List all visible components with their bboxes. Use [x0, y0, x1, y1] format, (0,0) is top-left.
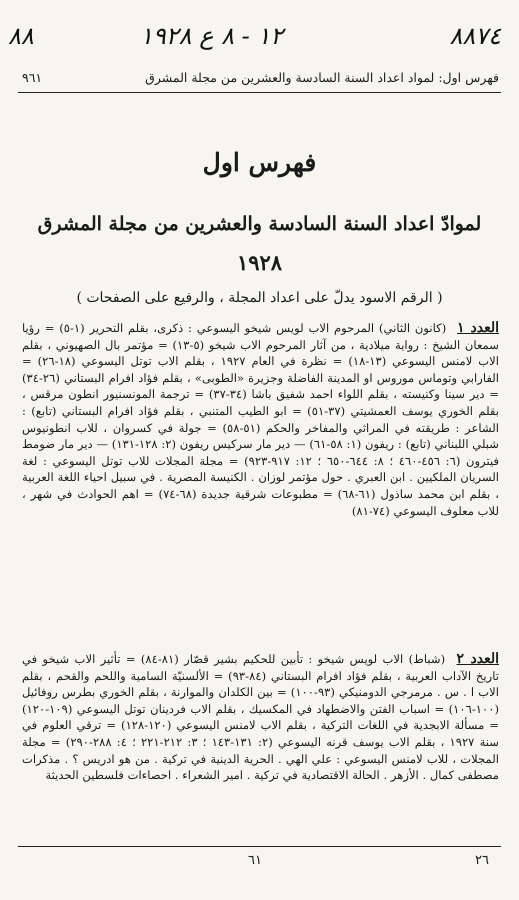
- running-header-title: فهرس اول: لمواد اعداد السنة السادسة والعشرين من مجلة المشرق: [145, 70, 499, 85]
- issue-entry: [22, 651, 499, 841]
- index-note: ( الرقم الاسود يدلّ على اعداد المجلة ، والرفيع على الصفحات ): [76, 290, 443, 306]
- footer-rule: [18, 846, 501, 847]
- footer-page-number-left: ٦١: [248, 853, 262, 868]
- issue-entry: [22, 320, 499, 642]
- footer-page-number-right: ٢٦: [475, 853, 489, 868]
- index-title: فهرس اول: [202, 148, 317, 177]
- running-header: [22, 70, 499, 85]
- handwritten-number: ٨٨٧٤: [449, 22, 501, 50]
- handwritten-date: ١٢ - ٨ ع ١٩٢٨: [140, 22, 284, 50]
- issue-label: العدد ١: [457, 320, 499, 336]
- issue-label: العدد ٢: [456, 651, 499, 667]
- issue-text: (شباط) الاب لويس شيخو : تأبين للحكيم بشير قصّار (٨١-٨٤) = تأثير الاب شيخو في تاريخ الآداب العربية ، بقلم فؤاد افرام البستاني (٨٤-٩٣) = الألسنيّة السامية واللحم والقحم ، بقلم الاب ا . س . مرمرجي الدومنيكي (٩٣-١٠٠) = بين الكلدان والموارنة ، بقلم الخوري بطرس روفائيل (١٠٠-١٠٦) = اسباب الفتن والاضطهاد في المكسيك ، بقلم الاب فردينان توتل اليسوعي (١٠٩-١٢٠) = مسألة الابجدية في اللغات التركية ، بقلم الاب لامنس اليسوعي (١٢٠-١٢٨) = ترقي العلوم في سنة ١٩٢٧ ، بقلم الاب يوسف قرنه اليسوعي (٢: ١٣١-١٤٣ ؛ ٣: ٢١٢-٢٢١ ؛ ٤: ٢٨٨-٢٩٠) = مجلة المجلات ، للاب لامنس اليسوعي : علي الهي . الحرية الدينية في تركية . من هو ادريس ؟ . مذكرات مصطفى كمال . الأزهر . الحالة الاقتصادية في تركية . امير الشعراء . احصاءات فلسطين الحديثة: [22, 652, 499, 783]
- running-header-page: ٩٦١: [22, 70, 43, 85]
- handwritten-note-left: ٨٨: [8, 22, 34, 50]
- index-subtitle: لموادّ اعداد السنة السادسة والعشرين من مجلة المشرق: [37, 213, 482, 235]
- index-year: ١٩٢٨: [236, 250, 283, 275]
- issue-text: (كانون الثاني) المرحوم الاب لويس شيخو اليسوعي : ذكرى، بقلم التحرير (١-٥) = رؤيا سمعان الشيخ : رواية ميلادية ، من آثار المرحوم الاب شيخو (٥-١٣) = مؤتمر بال الصهيوني ، بقلم الاب لامنس اليسوعي (١٣-١٨) = نظرة في العام ١٩٢٧ ، بقلم الاب توتل اليسوعي (١٨-٢٦) = الفارابي وتوماس موروس او المدينة الفاضلة وجزيرة «الطوبى» ، بقلم فؤاد افرام البستاني (٢٦-٣٤) = دير سينا وكنيسته ، بقلم اللواء احمد شفيق باشا (٣٤-٣٧) = ترجمة المونسنيور انطون مرقس ، بقلم الخوري يوسف العمشيتي (٣٧-٥١) = ابو الطيب المتنبي ، بقلم فؤاد افرام البستاني (تابع) : الشاعر : طريقته في المراثي والمفاخر والحكم (٥١-٥٨) = جولة في كسروان ، للاب انطونيوس شبلي اللبناني (تابع) : ريفون (١: ٥٨-٦١) — دير مار سركيس ريفون (٢: ١٢٨-١٣١) — دير مار ضومط فيترون (٦: ٤٥٦-٤٦٠ ؛ ٨: ٦٤٤-٦٥٠ ؛ ١٢: ٩١٧-٩٢٣) = مجلة المجلات للاب توتل اليسوعي : لغة السريان الملكيين . ابن العبري . حول مؤتمر لوزان . الكنيسة المصرية . في سبيل احياء اللغة العربية ، بقلم ابن محمد ساذول (٦١-٦٨) = مطبوعات شرقية جديدة (٦٨-٧٤) = اهم الحوادث في شهر ، للاب معلوف اليسوعي (٧٤-٨١): [22, 321, 499, 518]
- header-rule: [18, 92, 501, 93]
